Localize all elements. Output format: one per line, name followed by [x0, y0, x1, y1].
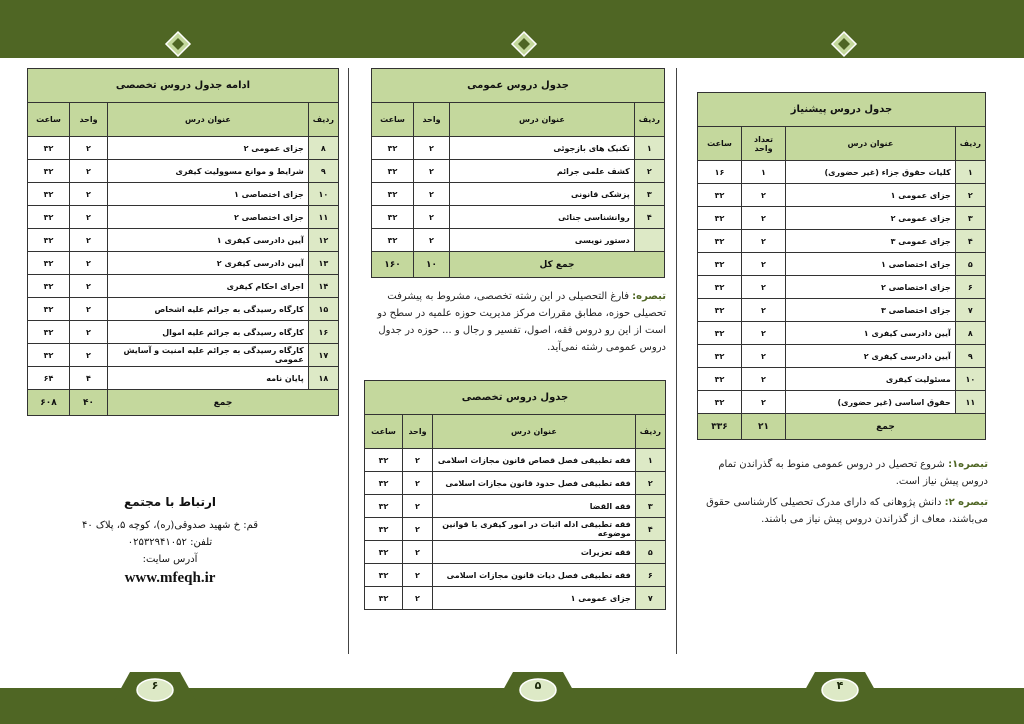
course-hours: ۳۲ — [28, 206, 70, 229]
course-units: ۲ — [403, 541, 433, 564]
table-row — [698, 161, 986, 184]
header-title: عنوان درس — [108, 103, 309, 137]
course-name: فقه القضا — [433, 495, 636, 518]
emblem-icon — [830, 30, 858, 58]
table-row — [28, 229, 339, 252]
column-divider — [348, 68, 349, 654]
course-name: جزای عمومی ۱ — [433, 587, 636, 610]
row-number: ۱۵ — [308, 298, 338, 321]
row-number: ۱۱ — [955, 391, 985, 414]
header-radif: ردیف — [634, 103, 664, 137]
prereq-note-1: تبصره۱: شروع تحصیل در دروس عمومی منوط به گذراندن تمام دروس پیش نیاز است. — [718, 459, 988, 487]
total-units: ۲۱ — [742, 414, 786, 440]
table-row — [365, 449, 666, 472]
course-units: ۲ — [414, 206, 450, 229]
course-hours: ۳۲ — [698, 322, 742, 345]
course-hours: ۳۲ — [698, 276, 742, 299]
table-row — [28, 183, 339, 206]
course-hours: ۳۲ — [365, 495, 403, 518]
table-row — [698, 322, 986, 345]
row-number: ۹ — [955, 345, 985, 368]
course-units: ۲ — [742, 184, 786, 207]
header-radif: ردیف — [635, 415, 665, 449]
course-hours: ۳۲ — [365, 564, 403, 587]
course-hours: ۳۲ — [28, 229, 70, 252]
table-title: جدول دروس تخصصی — [365, 381, 666, 415]
course-name: کارگاه رسیدگی به جرائم علیه اشخاص — [108, 298, 309, 321]
total-label: جمع — [108, 390, 339, 416]
course-name: اجرای احکام کیفری — [108, 275, 309, 298]
course-hours: ۳۲ — [372, 183, 414, 206]
course-name: جزای اختصاصی ۱ — [786, 253, 956, 276]
header-title: عنوان درس — [786, 127, 956, 161]
table-row — [28, 252, 339, 275]
course-units: ۲ — [414, 137, 450, 160]
table-row — [698, 276, 986, 299]
table-row — [698, 345, 986, 368]
course-name: شرایط و موانع مسوولیت کیفری — [108, 160, 309, 183]
course-name: فقه تطبیقی فصل قصاص قانون مجازات اسلامی — [433, 449, 636, 472]
course-hours: ۳۲ — [28, 344, 70, 367]
course-units: ۲ — [70, 252, 108, 275]
total-hours: ۶۰۸ — [28, 390, 70, 416]
course-name: پایان نامه — [108, 367, 309, 390]
table-row — [28, 367, 339, 390]
course-name: فقه تطبیقی ادله اثبات در امور کیفری با قوانین موضوعه — [433, 518, 636, 541]
row-number: ۳ — [955, 207, 985, 230]
course-hours: ۳۲ — [28, 137, 70, 160]
course-units: ۲ — [414, 160, 450, 183]
course-name: کارگاه رسیدگی به جرائم علیه اموال — [108, 321, 309, 344]
course-units: ۲ — [403, 587, 433, 610]
row-number: ۱۳ — [308, 252, 338, 275]
header-unit: واحد — [70, 103, 108, 137]
course-hours: ۳۲ — [365, 472, 403, 495]
course-hours: ۳۲ — [365, 587, 403, 610]
header-radif: ردیف — [955, 127, 985, 161]
row-number: ۶ — [955, 276, 985, 299]
course-name: آیین دادرسی کیفری ۲ — [108, 252, 309, 275]
course-name: جزای عمومی ۱ — [786, 184, 956, 207]
table-row — [698, 253, 986, 276]
row-number: ۸ — [955, 322, 985, 345]
table-row — [372, 206, 665, 229]
specialized-courses-continued-table — [27, 68, 339, 416]
course-name: جزای اختصاصی ۲ — [108, 206, 309, 229]
table-title: جدول دروس پیشنیاز — [698, 93, 986, 127]
table-row — [28, 137, 339, 160]
course-hours: ۳۲ — [698, 345, 742, 368]
table-row — [372, 160, 665, 183]
course-units: ۲ — [70, 344, 108, 367]
course-units: ۲ — [70, 206, 108, 229]
header-hours: ساعت — [698, 127, 742, 161]
row-number: ۷ — [955, 299, 985, 322]
course-name: حقوق اساسی (غیر حضوری) — [786, 391, 956, 414]
row-number: ۱ — [634, 137, 664, 160]
page-number-center: ۵ — [534, 679, 542, 692]
course-name: جزای اختصاصی ۳ — [786, 299, 956, 322]
course-hours: ۳۲ — [365, 449, 403, 472]
row-number: ۹ — [308, 160, 338, 183]
row-number: ۱۲ — [308, 229, 338, 252]
prerequisite-courses-table — [697, 92, 986, 440]
course-hours: ۳۲ — [28, 321, 70, 344]
website-link[interactable]: www.mfeqh.ir — [124, 570, 216, 586]
course-name: آیین دادرسی کیفری ۲ — [786, 345, 956, 368]
row-number: ۱۶ — [308, 321, 338, 344]
row-number: ۱۸ — [308, 367, 338, 390]
row-number: ۷ — [635, 587, 665, 610]
row-number: ۲ — [634, 160, 664, 183]
course-name: فقه تطبیقی فصل دیات قانون مجازات اسلامی — [433, 564, 636, 587]
row-number: ۴ — [635, 518, 665, 541]
course-hours: ۳۲ — [698, 207, 742, 230]
table-row — [698, 368, 986, 391]
course-name: مسئولیت کیفری — [786, 368, 956, 391]
course-hours: ۳۲ — [698, 299, 742, 322]
course-name: فقه تطبیقی فصل حدود قانون مجازات اسلامی — [433, 472, 636, 495]
course-name: جزای اختصاصی ۲ — [786, 276, 956, 299]
row-number — [634, 229, 664, 252]
course-name: کلیات حقوق جزاء (غیر حضوری) — [786, 161, 956, 184]
header-title: عنوان درس — [450, 103, 635, 137]
course-hours: ۳۲ — [698, 230, 742, 253]
table-row — [698, 391, 986, 414]
table-row — [372, 137, 665, 160]
header-hours: ساعت — [372, 103, 414, 137]
contact-title: ارتباط با مجتمع — [124, 495, 216, 509]
course-units: ۲ — [742, 207, 786, 230]
table-row — [698, 299, 986, 322]
general-courses-table — [371, 68, 665, 278]
row-number: ۱۴ — [308, 275, 338, 298]
row-number: ۱ — [635, 449, 665, 472]
course-units: ۲ — [70, 298, 108, 321]
course-units: ۱ — [742, 161, 786, 184]
course-hours: ۳۲ — [28, 252, 70, 275]
contact-block — [70, 494, 270, 587]
course-units: ۲ — [403, 495, 433, 518]
header-radif: ردیف — [308, 103, 338, 137]
header-title: عنوان درس — [433, 415, 636, 449]
course-name: جزای عمومی ۲ — [786, 207, 956, 230]
row-number: ۳ — [634, 183, 664, 206]
row-number: ۵ — [635, 541, 665, 564]
course-units: ۲ — [742, 276, 786, 299]
emblem-icon — [164, 30, 192, 58]
course-units: ۴ — [70, 367, 108, 390]
course-units: ۲ — [70, 160, 108, 183]
course-hours: ۳۲ — [698, 184, 742, 207]
course-name: دستور نویسی — [450, 229, 635, 252]
contact-site-label: آدرس سایت: — [142, 554, 198, 565]
contact-phone: تلفن: ۰۲۵۳۲۹۴۱۰۵۲ — [127, 537, 213, 548]
course-units: ۲ — [742, 230, 786, 253]
table-row — [372, 183, 665, 206]
course-hours: ۳۲ — [28, 183, 70, 206]
emblem-icon — [510, 30, 538, 58]
header-unit: واحد — [403, 415, 433, 449]
course-units: ۲ — [742, 391, 786, 414]
course-hours: ۳۲ — [28, 275, 70, 298]
course-units: ۲ — [742, 345, 786, 368]
course-name: پزشکی قانونی — [450, 183, 635, 206]
table-row — [28, 275, 339, 298]
total-label: جمع — [786, 414, 986, 440]
course-hours: ۳۲ — [698, 368, 742, 391]
table-row — [365, 495, 666, 518]
row-number: ۱۰ — [955, 368, 985, 391]
course-units: ۲ — [742, 368, 786, 391]
row-number: ۴ — [955, 230, 985, 253]
table-row — [365, 472, 666, 495]
course-name: جزای اختصاصی ۱ — [108, 183, 309, 206]
course-units: ۲ — [403, 472, 433, 495]
table-row — [28, 344, 339, 367]
prereq-note-2: تبصره ۲: دانش پژوهانی که دارای مدرک تحصیلی کارشناسی حقوق می‌باشند، معاف از گذراندن دروس پیش نیاز می باشند. — [706, 497, 988, 525]
course-hours: ۳۲ — [365, 541, 403, 564]
contact-address: قم: خ شهید صدوقی(ره)، کوچه ۵، پلاک ۴۰ — [81, 520, 259, 531]
table-row — [28, 321, 339, 344]
course-units: ۲ — [403, 449, 433, 472]
table-row — [365, 564, 666, 587]
course-name: کشف علمی جرائم — [450, 160, 635, 183]
row-number: ۳ — [635, 495, 665, 518]
course-hours: ۳۲ — [365, 518, 403, 541]
table-row — [698, 230, 986, 253]
course-units: ۲ — [414, 229, 450, 252]
header-hours: ساعت — [28, 103, 70, 137]
course-name: آیین دادرسی کیفری ۱ — [108, 229, 309, 252]
course-name: جزای عمومی ۳ — [786, 230, 956, 253]
column-divider — [676, 68, 677, 654]
header-unit: واحد — [414, 103, 450, 137]
total-units: ۱۰ — [414, 252, 450, 278]
course-hours: ۳۲ — [372, 229, 414, 252]
table-row — [365, 587, 666, 610]
course-hours: ۳۲ — [372, 206, 414, 229]
course-units: ۲ — [70, 275, 108, 298]
course-units: ۲ — [742, 253, 786, 276]
row-number: ۲ — [955, 184, 985, 207]
course-units: ۲ — [70, 321, 108, 344]
table-title: جدول دروس عمومی — [372, 69, 665, 103]
header-units-count: تعداد واحد — [742, 127, 786, 161]
course-name: روانشناسی جنائی — [450, 206, 635, 229]
table-row — [698, 207, 986, 230]
table-title: ادامه جدول دروس تخصصی — [28, 69, 339, 103]
course-units: ۲ — [414, 183, 450, 206]
table-row — [365, 541, 666, 564]
course-name: آیین دادرسی کیفری ۱ — [786, 322, 956, 345]
course-hours: ۱۶ — [698, 161, 742, 184]
table-row — [28, 206, 339, 229]
page-number-left: ۶ — [151, 679, 159, 692]
course-hours: ۳۲ — [698, 391, 742, 414]
course-hours: ۳۲ — [28, 298, 70, 321]
course-name: کارگاه رسیدگی به جرائم علیه امنیت و آسایش عمومی — [108, 344, 309, 367]
table-row — [365, 518, 666, 541]
course-hours: ۳۲ — [698, 253, 742, 276]
course-units: ۲ — [70, 137, 108, 160]
table-row — [372, 229, 665, 252]
course-hours: ۳۲ — [28, 160, 70, 183]
row-number: ۱۷ — [308, 344, 338, 367]
page-number-right: ۴ — [836, 679, 844, 692]
row-number: ۱۰ — [308, 183, 338, 206]
total-hours: ۳۳۶ — [698, 414, 742, 440]
course-hours: ۶۴ — [28, 367, 70, 390]
row-number: ۶ — [635, 564, 665, 587]
course-units: ۲ — [70, 229, 108, 252]
course-name: فقه تعزیرات — [433, 541, 636, 564]
course-units: ۲ — [742, 322, 786, 345]
table-row — [698, 184, 986, 207]
row-number: ۵ — [955, 253, 985, 276]
course-units: ۲ — [742, 299, 786, 322]
general-note: تبصره: فارغ التحصیلی در این رشته تخصصی، مشروط به پیشرفت تحصیلی حوزه، مطابق مقررات مرکز مدیریت حوزه علمیه در سطح دو است از این رو دروس فقه، اصول، تفسیر و رجال و ... حوزه در جدول دروس عمومی رشته نمی‌آید. — [377, 291, 666, 353]
row-number: ۱۱ — [308, 206, 338, 229]
course-name: جزای عمومی ۲ — [108, 137, 309, 160]
specialized-courses-table — [364, 380, 666, 610]
row-number: ۸ — [308, 137, 338, 160]
course-units: ۲ — [403, 564, 433, 587]
course-units: ۲ — [70, 183, 108, 206]
total-units: ۴۰ — [70, 390, 108, 416]
total-hours: ۱۶۰ — [372, 252, 414, 278]
row-number: ۲ — [635, 472, 665, 495]
total-label: جمع کل — [450, 252, 665, 278]
course-name: تکنیک های بازجوئی — [450, 137, 635, 160]
row-number: ۴ — [634, 206, 664, 229]
course-hours: ۳۲ — [372, 137, 414, 160]
course-units: ۲ — [403, 518, 433, 541]
table-row — [28, 160, 339, 183]
course-hours: ۳۲ — [372, 160, 414, 183]
header-hours: ساعت — [365, 415, 403, 449]
table-row — [28, 298, 339, 321]
row-number: ۱ — [955, 161, 985, 184]
